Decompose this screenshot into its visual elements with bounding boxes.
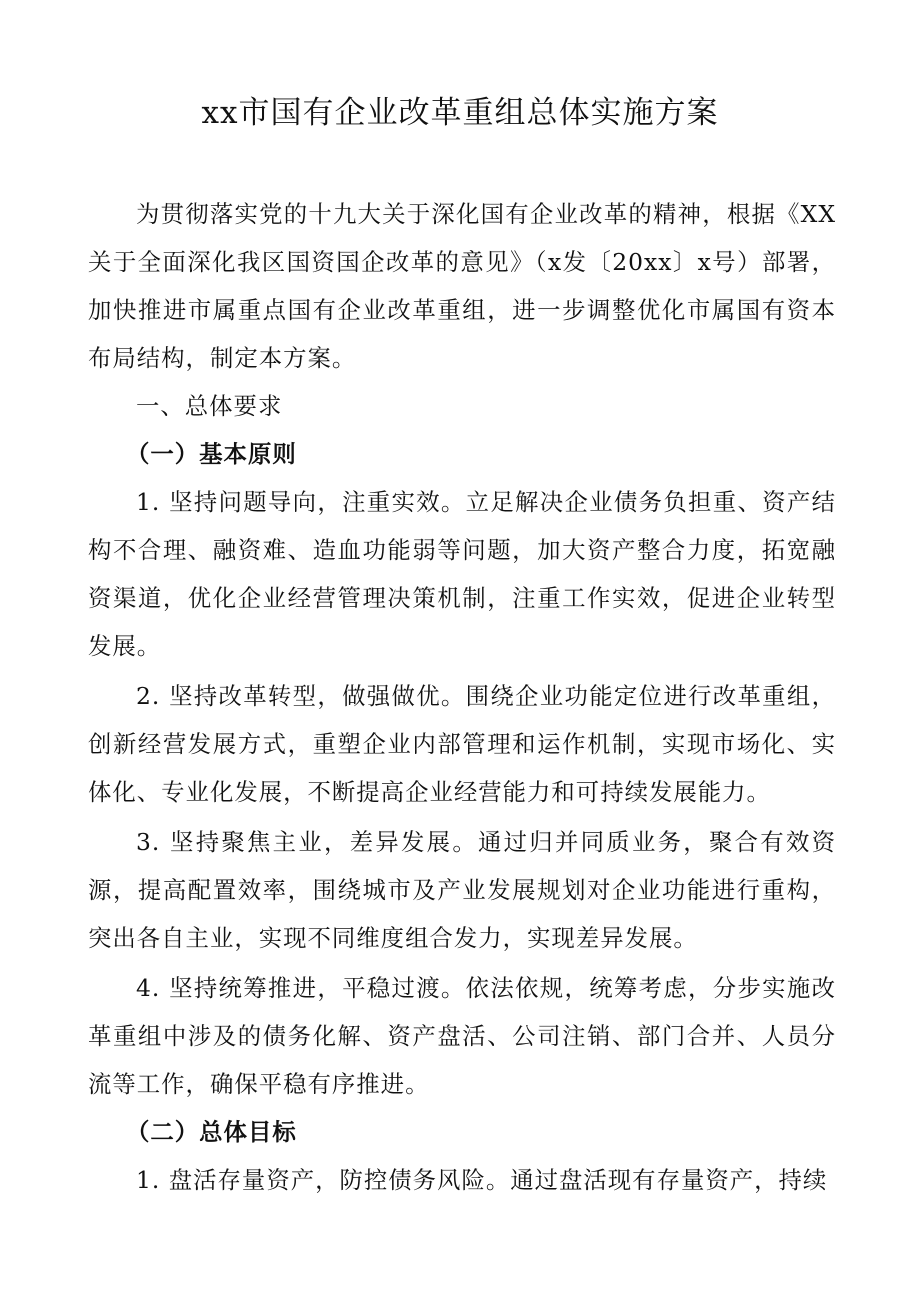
principle-paragraph-4: 4. 坚持统筹推进，平稳过渡。依法依规，统筹考虑，分步实施改革重组中涉及的债务化解、资产盘活、公司注销、部门合并、人员分流等工作，确保平稳有序推进。	[88, 974, 836, 1098]
section-heading-general-requirements: 一、总体要求	[136, 392, 283, 420]
principle-paragraph-1: 1. 坚持问题导向，注重实效。立足解决企业债务负担重、资产结构不合理、融资难、造血功能弱等问题，加大资产整合力度，拓宽融资渠道，优化企业经营管理决策机制，注重工作实效，促进企业转型发展。	[88, 488, 836, 660]
subsection-heading-overall-goals: （二）总体目标	[126, 1118, 297, 1146]
subsection-heading-basic-principles: （一）基本原则	[126, 440, 297, 468]
document-title: xx市国有企业改革重组总体实施方案	[201, 95, 719, 131]
intro-paragraph: 为贯彻落实党的十九大关于深化国有企业改革的精神，根据《XX关于全面深化我区国资国企改革的意见》（x发〔20xx〕x号）部署，加快推进市属重点国有企业改革重组，进一步调整优化市属国有资本布局结构，制定本方案。	[88, 200, 836, 372]
document-body	[88, 190, 836, 1204]
goal-paragraph-1: 1. 盘活存量资产，防控债务风险。通过盘活现有存量资产，持续	[136, 1166, 828, 1194]
principle-paragraph-3: 3. 坚持聚焦主业，差异发展。通过归并同质业务，聚合有效资源，提高配置效率，围绕城市及产业发展规划对企业功能进行重构，突出各自主业，实现不同维度组合发力，实现差异发展。	[88, 828, 836, 952]
principle-paragraph-2: 2. 坚持改革转型，做强做优。围绕企业功能定位进行改革重组，创新经营发展方式，重塑企业内部管理和运作机制，实现市场化、实体化、专业化发展，不断提高企业经营能力和可持续发展能力。	[88, 682, 836, 806]
